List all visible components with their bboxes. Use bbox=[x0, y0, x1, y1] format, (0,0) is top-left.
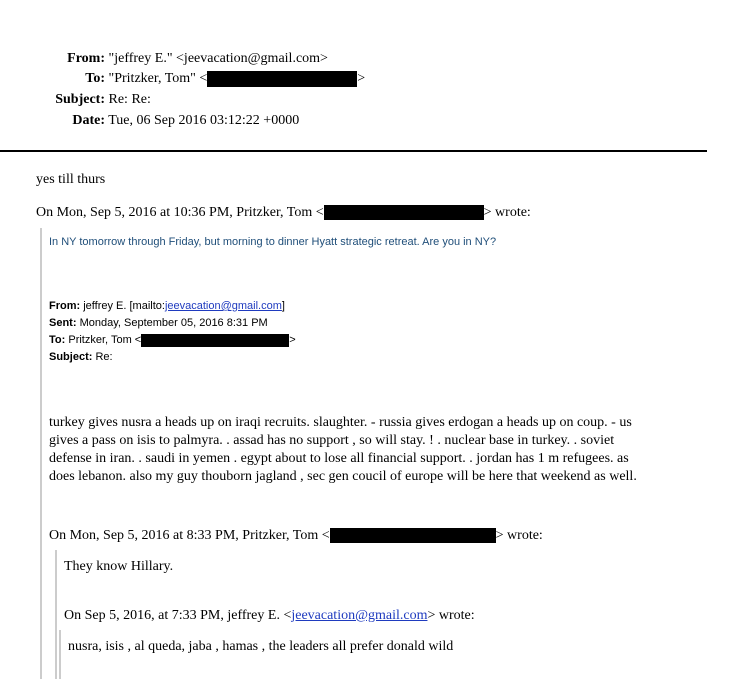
header-from-row bbox=[0, 50, 328, 68]
quote-bar bbox=[40, 228, 42, 679]
redaction-bar bbox=[207, 71, 357, 87]
forward-subject-label: Subject: bbox=[49, 351, 93, 363]
date-label: Date: bbox=[72, 113, 105, 128]
redaction-bar bbox=[141, 334, 289, 347]
quote2-attribution-prefix: On Mon, Sep 5, 2016 at 8:33 PM, Pritzker, Tom < bbox=[49, 528, 330, 543]
date-value: Tue, 06 Sep 2016 03:12:22 +0000 bbox=[108, 113, 300, 128]
body-line: turkey gives nusra a heads up on iraqi recruits. slaughter. - russia gives erdogan a heads up on coup. - us bbox=[49, 415, 632, 430]
forward-subject-value: Re: bbox=[95, 351, 113, 363]
header-divider bbox=[0, 150, 707, 152]
body-line: does lebanon. also my guy thouborn jagland , sec gen coucil of europe will be here that weekend as well. bbox=[49, 469, 637, 484]
redaction-bar bbox=[324, 205, 484, 220]
quote1-attribution-suffix: > wrote: bbox=[483, 205, 531, 220]
body-paragraph bbox=[49, 414, 709, 486]
forward-to-prefix: Pritzker, Tom < bbox=[68, 334, 142, 346]
from-label: From: bbox=[67, 51, 105, 66]
quote2-message: They know Hillary. bbox=[64, 559, 174, 574]
quote3-attribution bbox=[64, 607, 475, 625]
body-line: defense in iran. . saudi in yemen . egypt about to lose all financial support. . jordan has 1 m refugees. as bbox=[49, 451, 629, 466]
quote1-attribution-prefix: On Mon, Sep 5, 2016 at 10:36 PM, Pritzker, Tom < bbox=[36, 205, 324, 220]
quote3-email-link[interactable]: jeevacation@gmail.com bbox=[291, 608, 428, 623]
subject-value: Re: Re: bbox=[108, 92, 151, 107]
quote-bar bbox=[59, 630, 61, 679]
header-to-row bbox=[0, 70, 365, 88]
to-value-suffix: > bbox=[357, 71, 366, 86]
header-date-row bbox=[0, 112, 299, 130]
forward-to-suffix: > bbox=[289, 334, 296, 346]
forward-subject-row bbox=[49, 350, 113, 364]
quote2-attribution-suffix: > wrote: bbox=[495, 528, 543, 543]
forward-to-label: To: bbox=[49, 334, 66, 346]
header-subject-row bbox=[0, 91, 151, 109]
body-line: gives a pass on isis to palmyra. . assad has no support , so will stay. ! . nuclear base in turkey. . soviet bbox=[49, 433, 615, 448]
forward-from-label: From: bbox=[49, 300, 81, 312]
forward-sent-label: Sent: bbox=[49, 317, 77, 329]
quote1-message: In NY tomorrow through Friday, but morning to dinner Hyatt strategic retreat. Are you in NY? bbox=[49, 236, 497, 248]
forward-from-row bbox=[49, 299, 285, 313]
forward-from-prefix: jeffrey E. [mailto: bbox=[83, 300, 165, 312]
subject-label: Subject: bbox=[55, 92, 105, 107]
forward-sent-value: Monday, September 05, 2016 8:31 PM bbox=[79, 317, 268, 329]
quote3-message: nusra, isis , al queda, jaba , hamas , the leaders all prefer donald wild bbox=[68, 639, 454, 654]
quote2-attribution bbox=[49, 527, 543, 545]
to-value-prefix: "Pritzker, Tom" < bbox=[108, 71, 208, 86]
quote3-attribution-prefix: On Sep 5, 2016, at 7:33 PM, jeffrey E. < bbox=[64, 608, 292, 623]
to-label: To: bbox=[85, 71, 105, 86]
quote3-attribution-suffix: > wrote: bbox=[427, 608, 475, 623]
reply-text: yes till thurs bbox=[36, 172, 106, 187]
forward-to-row bbox=[49, 333, 296, 347]
from-value: "jeffrey E." <jeevacation@gmail.com> bbox=[108, 51, 328, 66]
forward-from-email-link[interactable]: jeevacation@gmail.com bbox=[164, 300, 282, 312]
quote1-attribution bbox=[36, 204, 531, 222]
quote-bar bbox=[55, 550, 57, 679]
redaction-bar bbox=[330, 528, 496, 543]
forward-sent-row bbox=[49, 316, 268, 330]
forward-from-suffix: ] bbox=[281, 300, 285, 312]
